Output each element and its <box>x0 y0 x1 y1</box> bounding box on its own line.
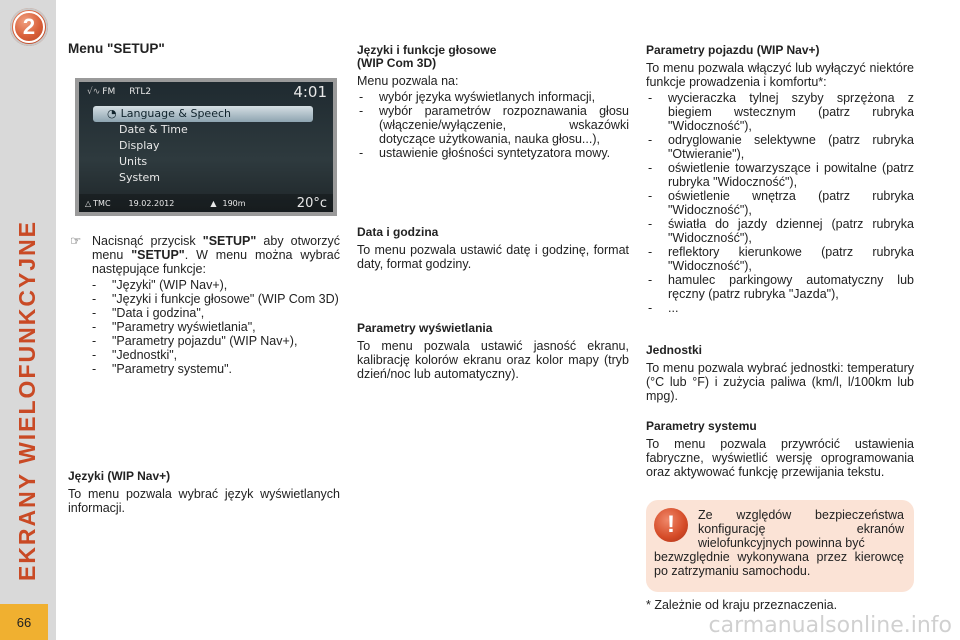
chapter-title-container <box>4 200 52 600</box>
languages-section <box>68 470 340 515</box>
navigation-arrow-icon: ▲ <box>210 198 217 208</box>
section-heading: Parametry wyświetlania <box>357 321 493 335</box>
setup-intro <box>68 234 340 376</box>
list-item: - odryglowanie selektywne (patrz rubryka "Otwieranie"), <box>646 133 914 161</box>
footnote: * Zależnie od kraju przeznaczenia. <box>646 598 838 612</box>
screen-top-bar <box>79 82 333 102</box>
screen-menu-item-selected: ◔ Language & Speech <box>93 106 313 122</box>
signal-icon: √∿ <box>87 87 101 97</box>
list-item: - wybór języka wyświetlanych informacji, <box>357 90 629 104</box>
warning-text: bezwzględnie wykonywana przez kierowcę po zatrzymaniu samochodu. <box>654 550 904 578</box>
list-item: - ustawienie głośności syntetyzatora mowy. <box>357 146 629 160</box>
list-item: - oświetlenie wnętrza (patrz rubryka "Widoczność"), <box>646 189 914 217</box>
chapter-number: 2 <box>13 11 45 43</box>
page-title: Menu "SETUP" <box>68 41 165 56</box>
screen-menu-item: Display <box>119 139 160 152</box>
list-item: - "Data i godzina", <box>90 306 340 320</box>
warning-text: Ze względów bezpieczeństwa konfigurację ekranów wielofunkcyjnych powinna być <box>698 508 904 550</box>
list-item: - "Języki i funkcje głosowe" (WIP Com 3D) <box>90 292 340 306</box>
list-item: - ... <box>646 301 914 315</box>
column-1 <box>68 42 340 56</box>
screen-source: FM <box>102 87 116 97</box>
date-section <box>357 226 629 271</box>
screen-menu-item: Units <box>119 155 148 168</box>
section-heading: Jednostki <box>646 343 703 357</box>
list-item: - wybór parametrów rozpoznawania głosu (włączenie/wyłączenie, wskazówki dotyczące użytkowania, nauka głosu...), <box>357 104 629 146</box>
section-text: To menu pozwala wybrać język wyświetlanych informacji. <box>68 487 340 515</box>
chapter-number-badge <box>10 8 48 46</box>
watermark: carmanualsonline.info <box>708 613 952 638</box>
section-heading: (WIP Com 3D) <box>357 56 437 70</box>
units-section <box>646 344 914 403</box>
list-item: - "Jednostki", <box>90 348 340 362</box>
list-item: - "Parametry systemu". <box>90 362 340 376</box>
screen-bottom-bar <box>79 194 333 212</box>
screen-menu <box>93 106 313 186</box>
screen-temperature: 20°c <box>296 195 327 211</box>
warning-exclamation-icon: ! <box>654 508 688 542</box>
section-heading: Parametry pojazdu (WIP Nav+) <box>646 43 820 57</box>
column-2 <box>357 44 629 160</box>
screen-menu-item: Date & Time <box>119 123 188 136</box>
list-item: - "Parametry pojazdu" (WIP Nav+), <box>90 334 340 348</box>
column-3 <box>646 44 914 315</box>
list-item: - "Języki" (WIP Nav+), <box>90 278 340 292</box>
section-text: To menu pozwala przywrócić ustawienia fabryczne, wyświetlić wersję oprogramowania oraz aktywować funkcję przewijania tekstu. <box>646 437 914 479</box>
list-item: - oświetlenie towarzyszące i powitalne (patrz rubryka "Widoczność"), <box>646 161 914 189</box>
screen-clock: 4:01 <box>293 83 327 101</box>
list-item: - "Parametry wyświetlania", <box>90 320 340 334</box>
list-item: - światła do jazdy dziennej (patrz rubryka "Widoczność"), <box>646 217 914 245</box>
safety-warning-box <box>646 500 914 592</box>
chapter-title: EKRANY WIELOFUNKCYJNE <box>14 219 41 581</box>
screen-tmc: TMC <box>93 198 111 208</box>
page-number: 66 <box>0 604 48 640</box>
tmc-icon: △ <box>85 198 92 208</box>
vehicle-options-list <box>646 91 914 315</box>
list-item: - reflektory kierunkowe (patrz rubryka "Widoczność"), <box>646 245 914 273</box>
setup-screen-image <box>75 78 337 216</box>
section-heading: Parametry systemu <box>646 419 757 433</box>
screen-menu-item: System <box>119 171 161 184</box>
system-section <box>646 420 914 479</box>
screen-station: RTL2 <box>129 87 152 97</box>
list-item: - hamulec parkingowy automatyczny lub ręczny (patrz rubryka "Jazda"), <box>646 273 914 301</box>
section-text: To menu pozwala ustawić datę i godzinę, format daty, format godziny. <box>357 243 629 271</box>
setup-options-list <box>90 278 340 376</box>
section-text: To menu pozwala ustawić jasność ekranu, kalibrację kolorów ekranu oraz kolor mapy (tryb dzień/noc lub automatyczny). <box>357 339 629 381</box>
screen-date: 19.02.2012 <box>128 198 175 208</box>
screen-distance: 190m <box>222 198 246 208</box>
display-section <box>357 322 629 381</box>
section-text: Menu pozwala na: <box>357 74 459 88</box>
section-heading: Data i godzina <box>357 225 439 239</box>
list-item: - wycieraczka tylnej szyby sprzężona z biegiem wstecznym (patrz rubryka "Widoczność"), <box>646 91 914 133</box>
section-text: To menu pozwala wybrać jednostki: temperatury (°C lub °F) i zużycia paliwa (km/l, l/100km lub mpg). <box>646 361 914 403</box>
pointing-hand-icon: ☞ <box>70 234 82 248</box>
chapter-sidebar <box>0 0 56 640</box>
voice-options-list <box>357 90 629 160</box>
section-heading: Języki (WIP Nav+) <box>68 469 171 483</box>
setup-intro-paragraph: ☞ Nacisnąć przycisk "SETUP" aby otworzyć menu "SETUP". W menu można wybrać następujące funkcje: <box>70 234 341 276</box>
speech-icon: ◔ <box>107 107 117 120</box>
section-heading: Języki i funkcje głosowe <box>357 43 497 57</box>
section-text: To menu pozwala włączyć lub wyłączyć niektóre funkcje prowadzenia i komfortu*: <box>646 61 914 89</box>
